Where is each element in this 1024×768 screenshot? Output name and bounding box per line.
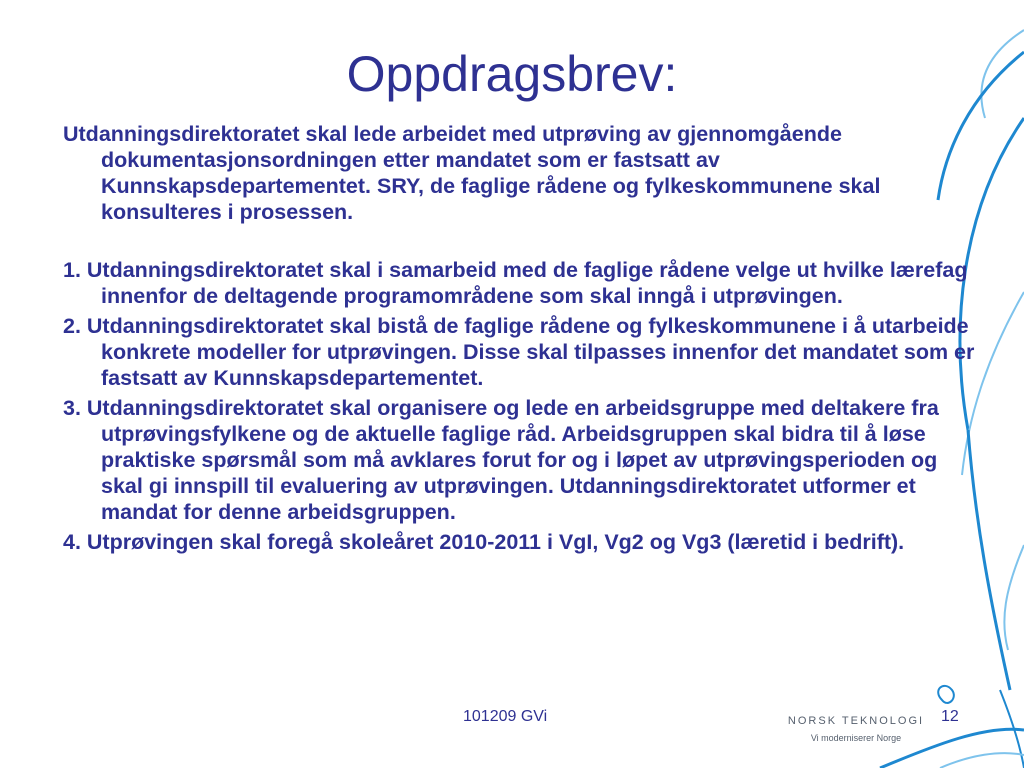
slide-title: Oppdragsbrev: [346,46,678,102]
list-item: 2. Utdanningsdirektoratet skal bistå de faglige rådene og fylkeskommunene i å utarbeide konkrete modeller for utprøvingen. Disse skal tilpasses innenfor det mandatet som er fastsatt av Kunnskapsdepartementet. [63,314,975,390]
slide-body [63,121,975,559]
logo-tagline: Vi moderniserer Norge [810,733,902,743]
list-item: 1. Utdanningsdirektoratet skal i samarbeid med de faglige rådene velge ut hvilke lærefag innenfor de deltagende programområdene som skal inngå i utprøvingen. [63,258,968,308]
intro-paragraph: Utdanningsdirektoratet skal lede arbeidet med utprøving av gjennomgående dokumentasjonsordningen etter mandatet som er fastsatt av Kunnskapsdepartementet. SRY, de faglige rådene og fylkeskommunene skal konsulteres i prosessen. [63,122,881,224]
list-item: 4. Utprøvingen skal foregå skoleåret 2010-2011 i VgI, Vg2 og Vg3 (læretid i bedrift). [63,530,905,554]
swoosh-line [940,753,1024,768]
norsk-teknologi-logo [786,714,926,745]
swoosh-line [1004,545,1024,650]
logo-name: NORSK TEKNOLOGI [787,715,925,727]
slide-number: 12 [941,708,959,725]
swoosh-line [1000,690,1024,768]
list-item: 3. Utdanningsdirektoratet skal organisere og lede en arbeidsgruppe med deltakere fra utprøvingsfylkene og de aktuelle faglige råd. Arbeidsgruppen skal bidra til å løse praktiske spørsmål som må avklares forut for og i løpet av utprøvingsperioden og skal gi innspill til evaluering av utprøvingen. Utdanningsdirektoratet utformer et mandat for denne arbeidsgruppen. [63,396,939,524]
logo-mark [938,686,954,703]
footer-date-code: 101209 GVi [463,708,548,725]
